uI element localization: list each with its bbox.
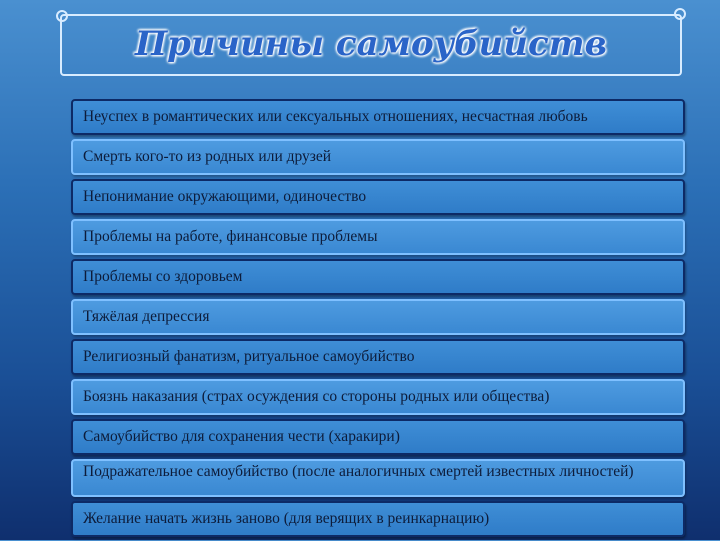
- list-item: Смерть кого-то из родных или друзей: [71, 139, 685, 175]
- list-item: Самоубийство для сохранения чести (харакири): [71, 419, 685, 455]
- scroll-curl-icon: [674, 8, 686, 20]
- list-item: Религиозный фанатизм, ритуальное самоубийство: [71, 339, 685, 375]
- list-item: Неуспех в романтических или сексуальных отношениях, несчастная любовь: [71, 99, 685, 135]
- causes-list: [71, 99, 685, 541]
- list-item: Проблемы со здоровьем: [71, 259, 685, 295]
- list-item: Боязнь наказания (страх осуждения со стороны родных или общества): [71, 379, 685, 415]
- slide-title: Причины самоубийств: [135, 24, 607, 64]
- title-scroll-frame: [60, 14, 682, 76]
- list-item: [71, 459, 685, 497]
- list-item: Непонимание окружающими, одиночество: [71, 179, 685, 215]
- list-item-text: Подражательное самоубийство (после аналогичных смертей известных личностей): [83, 463, 634, 480]
- list-item: Тяжёлая депрессия: [71, 299, 685, 335]
- list-item: Проблемы на работе, финансовые проблемы: [71, 219, 685, 255]
- scroll-curl-icon: [56, 10, 68, 22]
- list-item: Желание начать жизнь заново (для верящих в реинкарнацию): [71, 501, 685, 537]
